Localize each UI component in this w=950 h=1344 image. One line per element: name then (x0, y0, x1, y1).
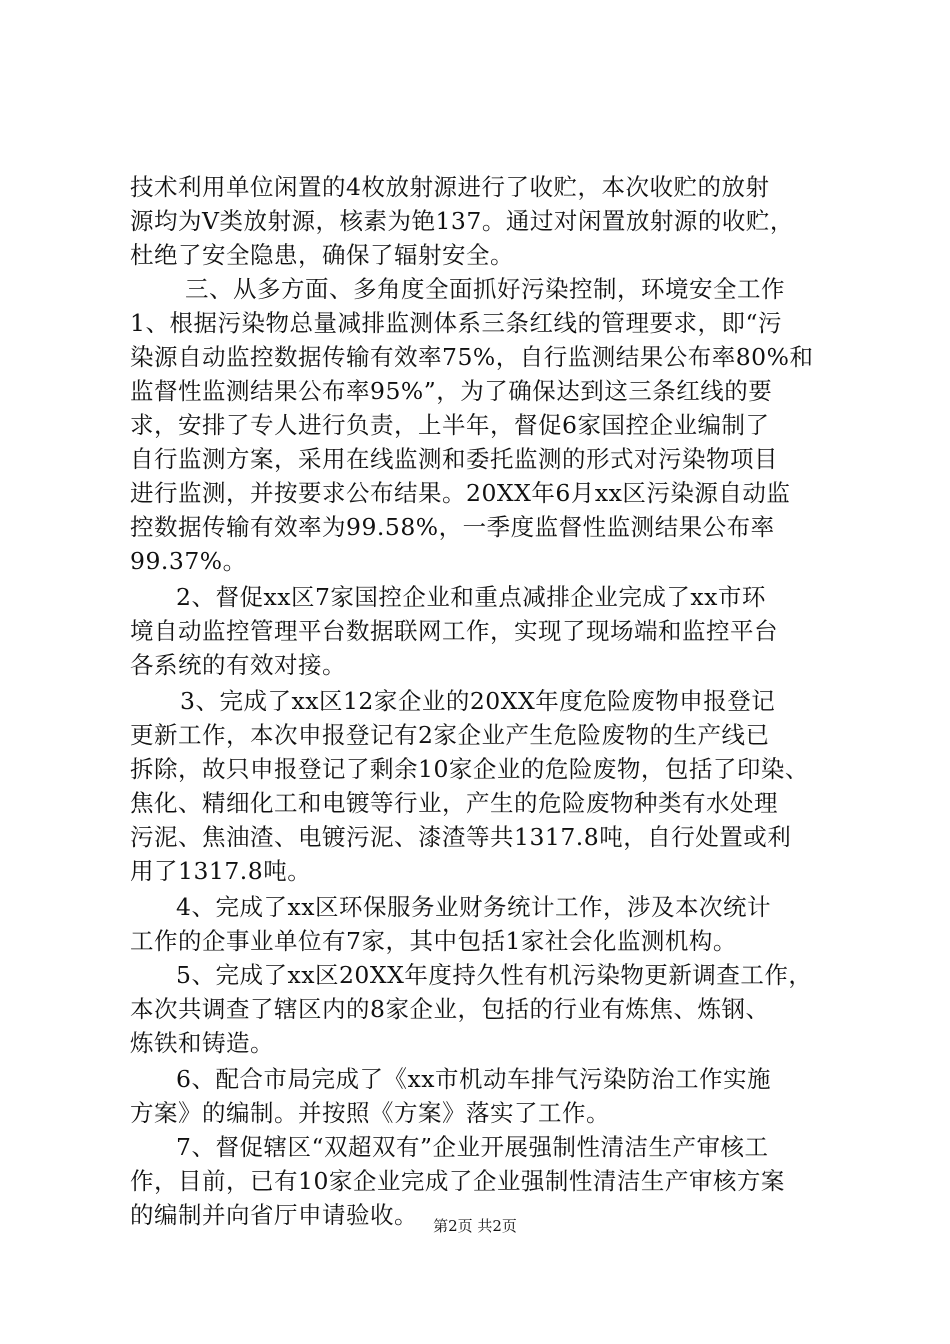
text-line: 焦化、精细化工和电镀等行业，产生的危险废物种类有水处理 (130, 789, 778, 817)
text-line: 进行监测，并按要求公布结果。20XX年6月xx区污染源自动监 (130, 479, 791, 507)
text-line: 源均为Ⅴ类放射源，核素为铯137。通过对闲置放射源的收贮， (130, 207, 794, 235)
paragraph-start: 7、督促辖区“双超双有”企业开展强制性清洁生产审核工 (176, 1133, 769, 1161)
text-line: 作，目前，已有10家企业完成了企业强制性清洁生产审核方案 (130, 1167, 785, 1195)
text-line: 监督性监测结果公布率95%”，为了确保达到这三条红线的要 (130, 377, 773, 405)
text-line: 各系统的有效对接。 (130, 651, 346, 679)
text-line: 求，安排了专人进行负责，上半年，督促6家国控企业编制了 (130, 411, 770, 439)
text-line: 本次共调查了辖区内的8家企业，包括的行业有炼焦、炼钢、 (130, 995, 770, 1023)
text-line: 更新工作，本次申报登记有2家企业产生危险废物的生产线已 (130, 721, 770, 749)
text-line: 工作的企事业单位有7家，其中包括1家社会化监测机构。 (130, 927, 737, 955)
text-line: 杜绝了安全隐患，确保了辐射安全。 (130, 241, 514, 269)
paragraph-start: 4、完成了xx区环保服务业财务统计工作，涉及本次统计 (176, 893, 771, 921)
section-heading: 三、从多方面、多角度全面抓好污染控制，环境安全工作 (185, 275, 785, 303)
page-footer: 第2页 共2页 (433, 1217, 517, 1235)
text-line: 境自动监控管理平台数据联网工作，实现了现场端和监控平台 (130, 617, 778, 645)
paragraph-start: 3、完成了xx区12家企业的20XX年度危险废物申报登记 (180, 687, 776, 715)
text-line: 用了1317.8吨。 (130, 857, 312, 885)
text-line: 拆除，故只申报登记了剩余10家企业的危险废物，包括了印染、 (130, 755, 809, 783)
text-line: 的编制并向省厅申请验收。 (130, 1201, 418, 1229)
text-line: 技术利用单位闲置的4枚放射源进行了收贮，本次收贮的放射 (130, 173, 770, 201)
text-line: 炼铁和铸造。 (130, 1029, 274, 1057)
text-line: 污泥、焦油渣、电镀污泥、漆渣等共1317.8吨，自行处置或利 (130, 823, 792, 851)
text-line: 控数据传输有效率为99.58%，一季度监督性监测结果公布率 (130, 513, 775, 541)
text-line: 方案》的编制。并按照《方案》落实了工作。 (130, 1099, 610, 1127)
paragraph-start: 2、督促xx区7家国控企业和重点减排企业完成了xx市环 (176, 583, 766, 611)
text-line: 自行监测方案，采用在线监测和委托监测的形式对污染物项目 (130, 445, 778, 473)
text-line: 1、根据污染物总量减排监测体系三条红线的管理要求，即“污 (130, 309, 782, 337)
text-line: 染源自动监控数据传输有效率75%，自行监测结果公布率80%和 (130, 343, 814, 371)
paragraph-start: 6、配合市局完成了《xx市机动车排气污染防治工作实施 (176, 1065, 771, 1093)
paragraph-start: 5、完成了xx区20XX年度持久性有机污染物更新调查工作， (176, 961, 813, 989)
text-line: 99.37%。 (130, 547, 247, 575)
